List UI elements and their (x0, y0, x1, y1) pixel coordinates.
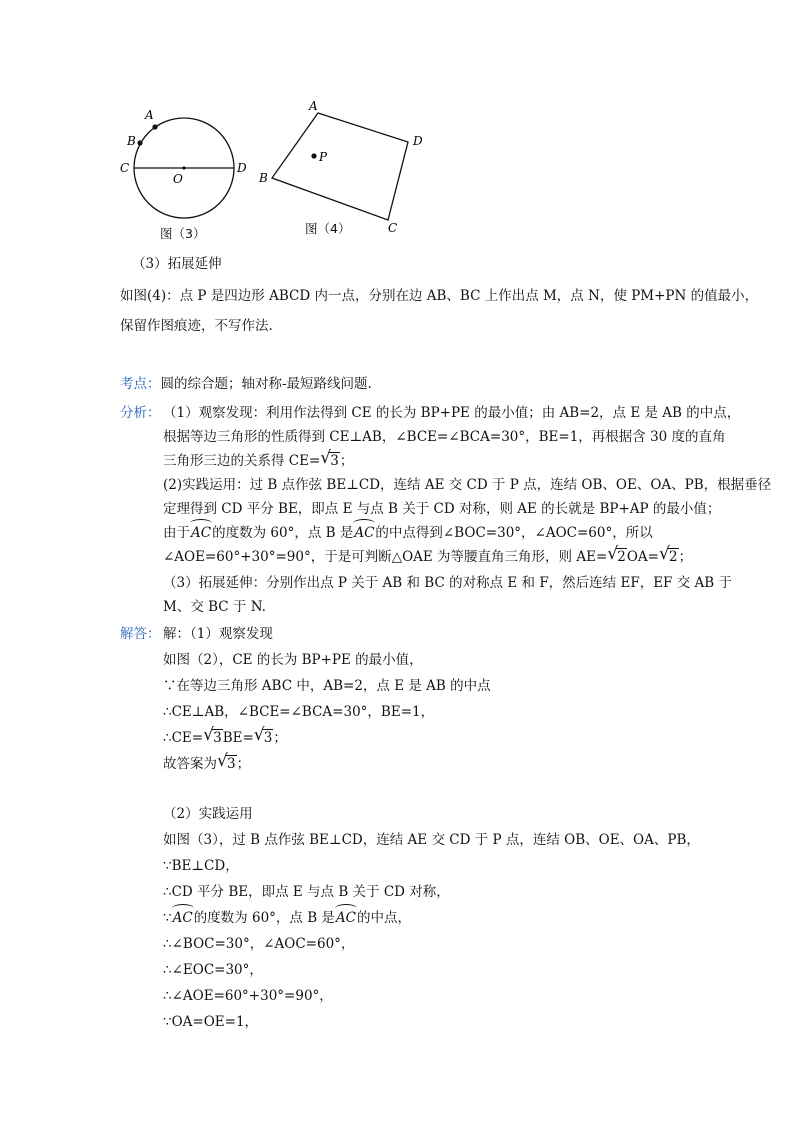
jieda-p2-line-4 (163, 908, 411, 928)
jieda-p2-line-5: ∴∠BOC=30°，∠AOC=60°， (163, 936, 355, 952)
fenxi-line-6a: 由于 (163, 525, 190, 541)
fenxi-line-8: （3）拓展延伸：分别作出点 P 关于 AB 和 BC 的对称点 E 和 F，然后连结 EF，EF 交 AB 于 (163, 575, 732, 591)
jieda-p2-line-6: ∴∠EOC=30°， (163, 962, 263, 978)
jieda-line-6a: 故答案为 (163, 756, 217, 772)
label-p: P (319, 150, 328, 164)
sqrt-2: √ 2 (659, 544, 678, 565)
figure-4-caption: 图（4） (305, 221, 351, 236)
problem-line-1: 如图(4)：点 P 是四边形 ABCD 内一点，分别在边 AB、BC 上作出点 M，点 N，使 PM+PN 的值最小， (120, 288, 759, 304)
fenxi-line-6 (163, 523, 653, 543)
point-b-dot (137, 140, 142, 145)
fenxi-line-6c: 的中点得到∠BOC=30°，∠AOC=60°，所以 (375, 525, 653, 541)
sqrt-2: √ 2 (607, 544, 626, 565)
point-a-dot (152, 124, 157, 129)
jieda-line-5 (163, 725, 287, 748)
radicand: 3 (263, 730, 273, 746)
figure-3-caption: 图（3） (160, 226, 206, 241)
arc-ac: AC (354, 525, 375, 541)
fenxi-line-4: (2)实践运用：过 B 点作弦 BE⊥CD，连结 AE 交 CD 于 P 点，连结 OB、OE、OA、PB，根据垂径 (163, 477, 772, 493)
label-b: B (259, 171, 268, 185)
jieda-p2-line-4a: ∵ (163, 910, 172, 926)
jieda-p2-line-1: 如图（3），过 B 点作弦 BE⊥CD，连结 AE 交 CD 于 P 点，连结 OB、OE、OA、PB， (163, 832, 700, 848)
jieda-p2-line-8: ∵OA=OE=1， (163, 1014, 259, 1030)
radicand: 2 (617, 549, 626, 565)
label-c: C (120, 161, 130, 175)
jieda-line-1: 解：（1）观察发现 (163, 626, 273, 642)
jieda-line-5a: ∴CE= (163, 730, 204, 746)
fenxi-line-7b: OA= (626, 549, 659, 565)
jieda-line-2: 如图（2），CE 的长为 BP+PE 的最小值， (163, 652, 423, 668)
fenxi-line-7a: ∠AOE=60°+30°=90°，于是可判断△OAE 为等腰直角三角形，则 AE= (163, 549, 608, 565)
radicand: 3 (213, 730, 222, 746)
label-d: D (237, 161, 247, 175)
fenxi-line-6b: 的度数为 60°，点 B 是 (212, 525, 354, 541)
arc-ac: AC (335, 910, 357, 926)
jieda-line-5c: ； (273, 730, 287, 746)
arc-ac: AC (191, 525, 212, 541)
fenxi-line-7 (163, 544, 693, 567)
label-a: A (145, 108, 154, 122)
sqrt-3: √ 3 (203, 725, 222, 746)
kaodian-text: 圆的综合题；轴对称-最短路线问题. (160, 376, 372, 392)
fenxi-line-2: 根据等边三角形的性质得到 CE⊥AB，∠BCE=∠BCA=30°，BE=1，再根据含 30 度的直角 (163, 429, 726, 445)
jieda-line-4: ∴CE⊥AB，∠BCE=∠BCA=30°，BE=1， (163, 704, 435, 720)
fenxi-line-3-end: ； (339, 453, 354, 469)
arc-ac: AC (172, 910, 193, 926)
fenxi-line-3 (163, 448, 354, 471)
label-d: D (413, 134, 423, 148)
jieda-p2-line-7: ∴∠AOE=60°+30°=90°， (163, 988, 333, 1004)
point-o-dot (182, 166, 185, 169)
jieda-p2-line-3: ∴CD 平分 BE，即点 E 与点 B 关于 CD 对称， (163, 884, 450, 900)
kaodian-label: 考点： (120, 376, 161, 392)
fenxi-line-9: M、交 BC 于 N. (163, 599, 266, 615)
jieda-line-3: ∵在等边三角形 ABC 中，AB=2，点 E 是 AB 的中点 (163, 678, 491, 694)
label-o: O (173, 172, 183, 186)
radicand: 3 (330, 453, 339, 469)
jieda-line-5b: BE= (222, 730, 254, 746)
label-a: A (309, 99, 318, 113)
jieda-p2-line-2: ∵BE⊥CD， (163, 858, 239, 874)
section3-title: （3）拓展延伸 (132, 256, 222, 272)
jieda-label: 解答： (120, 626, 161, 642)
jieda-line-6b: ； (236, 756, 251, 772)
fenxi-line-5: 定理得到 CD 平分 BE，即点 E 与点 B 关于 CD 对称，则 AE 的长就是 BP+AP 的最小值； (163, 501, 721, 517)
jieda-part2-title: （2）实践运用 (163, 806, 253, 822)
label-c: C (388, 221, 398, 235)
label-b: B (127, 134, 136, 148)
sqrt-3: √ 3 (217, 751, 236, 772)
problem-line-2: 保留作图痕迹，不写作法. (120, 318, 273, 334)
point-p-dot (311, 153, 316, 158)
fenxi-line-7c: ； (678, 549, 693, 565)
radicand: 3 (227, 756, 236, 772)
jieda-p2-line-4b: 的度数为 60°，点 B 是 (193, 910, 335, 926)
jieda-line-6 (163, 751, 251, 774)
figure-4 (255, 98, 435, 243)
radicand: 2 (669, 549, 678, 565)
kaodian-row (120, 374, 372, 394)
sqrt-3: √ 3 (320, 448, 339, 469)
fenxi-line-3-text: 三角形三边的关系得 CE= (163, 453, 321, 469)
quadrilateral-abcd (272, 113, 408, 220)
fenxi-line-1: （1）观察发现：利用作法得到 CE 的长为 BP+PE 的最小值；由 AB=2，点 E 是 AB 的中点， (163, 405, 741, 421)
sqrt-3: √ 3 (253, 725, 273, 746)
fenxi-label: 分析： (120, 405, 161, 421)
figure-3 (112, 102, 262, 247)
jieda-p2-line-4c: 的中点， (357, 910, 412, 926)
